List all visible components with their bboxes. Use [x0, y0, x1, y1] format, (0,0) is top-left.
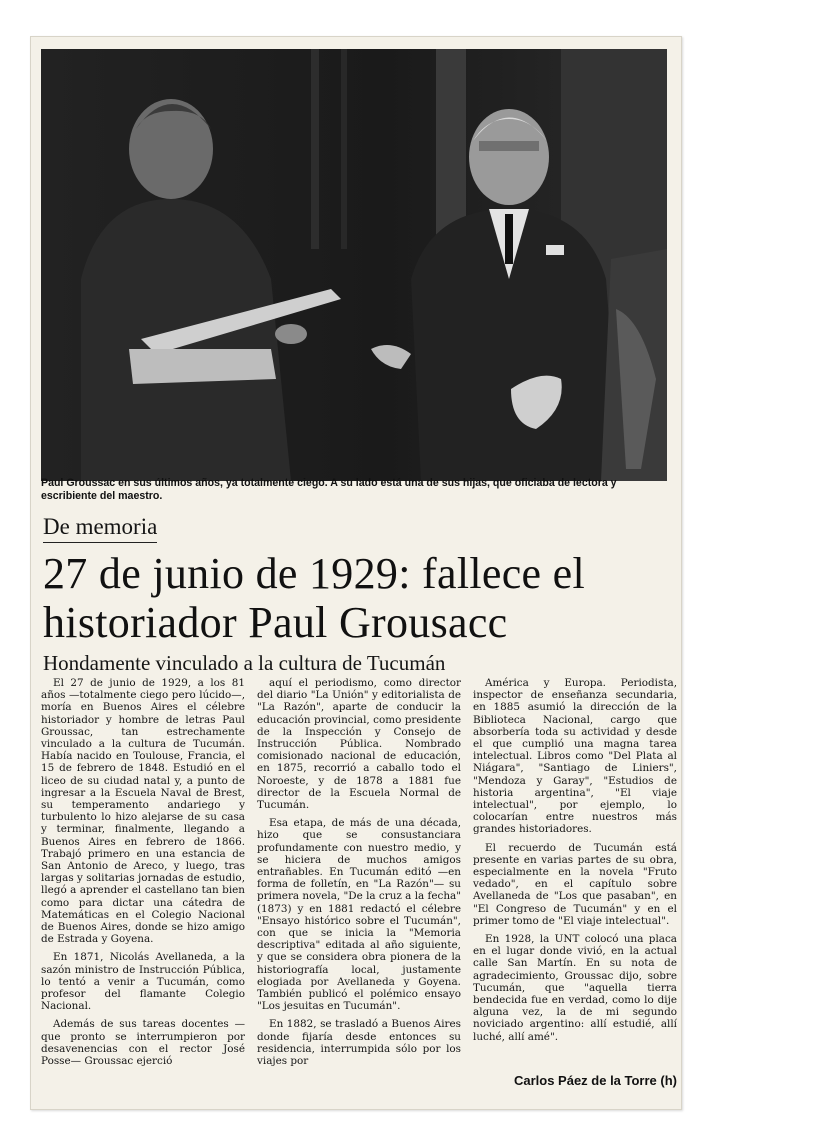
- paragraph: aquí el periodismo, como director del diario "La Unión" y editorialista de "La Razón", aparte de conducir la educación provincial, como presidente de la Inspección y Consejo de Instrucción Pública. Nombrado comisionado nacional de educación, en 1875, recorrió a caballo todo el Noroeste, y de 1878 a 1881 fue director de la Escuela Normal de Tucumán.: [257, 677, 461, 812]
- photo-two-people-icon: [41, 49, 667, 481]
- author-byline: Carlos Páez de la Torre (h): [513, 1073, 677, 1088]
- paragraph: El recuerdo de Tucumán está presente en varias partes de su obra, especialmente en la novela "Fruto vedado", en el capítulo sobre Avellaneda de "Los que pasaban", en "El Congreso de Tucumán" y en el primer tomo de "El viaje intelectual".: [473, 841, 677, 927]
- newspaper-clipping: [30, 36, 682, 1110]
- headline: 27 de junio de 1929: fallece el historiador Paul Grousacc: [43, 549, 586, 647]
- paragraph: Esa etapa, de más de una década, hizo que se consustanciara profundamente con nuestro medio, y se hiciera de muchos amigos entrañables. En Tucumán editó —en forma de folletín, en "La Razón"— su primera novela, "De la cruz a la fecha" (1873) y en 1881 redactó el célebre "Ensayo histórico sobre el Tucumán", con que se inicia la "Memoria descriptiva" editada al año siguiente, y que se considera obra pionera de la historiografía local, justamente elogiada por Avellaneda y Goyena. También publicó el polémico ensayo "Los jesuitas en Tucumán".: [257, 817, 461, 1013]
- photo-caption: Paul Groussac en sus últimos años, ya totalmente ciego. A su lado está una de sus hijas, que oficiaba de lectora y escribiente del maestro.: [41, 477, 617, 502]
- paragraph: Además de sus tareas docentes —que pronto se interrumpieron por desavenencias con el rector José Posse— Groussac ejerció: [41, 1018, 245, 1068]
- paragraph: En 1871, Nicolás Avellaneda, a la sazón ministro de Instrucción Pública, lo tentó a venir a Tucumán, como profesor del flamante Colegio Nacional.: [41, 951, 245, 1013]
- paragraph: América y Europa. Periodista, inspector de enseñanza secundaria, en 1885 asumió la dirección de la Biblioteca Nacional, cargo que absorbería toda su actividad y desde el que cumplió una magna tarea intelectual. Libros como "Del Plata al Niágara", "Santiago de Liniers", "Mendoza y Garay", "Estudios de historia argentina", "El viaje intelectual", por ejemplo, lo colocarían entre nuestros más grandes historiadores.: [473, 677, 677, 836]
- section-label: De memoria: [43, 513, 157, 543]
- article-column-3: [473, 677, 677, 1049]
- article-column-2: [257, 677, 461, 1073]
- article-photo: [41, 49, 667, 481]
- paragraph: En 1928, la UNT colocó una placa en el lugar donde vivió, en la actual calle San Martín. En su nota de agradecimiento, Groussac dijo, sobre Tucumán, que "aquella tierra bendecida fue en verdad, como lo dije alguna vez, la de mi segundo noviciado argentino: allí estudié, allí luché, allí amé".: [473, 933, 677, 1043]
- paragraph: El 27 de junio de 1929, a los 81 años —totalmente ciego pero lúcido—, moría en Buenos Aires el célebre historiador y hombre de letras Paul Groussac, tan estrechamente vinculado a la cultura de Tucumán. Había nacido en Toulouse, Francia, el 15 de febrero de 1848. Estudió en el liceo de su ciudad natal y, a punto de ingresar a la Escuela Naval de Brest, su temperamento andariego y turbulento lo hizo alejarse de su casa y terminar, finalmente, llegando a Buenos Aires en febrero de 1866. Trabajó primero en una estancia de San Antonio de Areco, y luego, tras largas y solitarias jornadas de estudio, llegó a aprender el castellano tan bien como para dictar una cátedra de Matemáticas en el Colegio Nacional de Buenos Aires, donde se hizo amigo de Estrada y Goyena.: [41, 677, 245, 946]
- subheadline: Hondamente vinculado a la cultura de Tucumán: [43, 651, 446, 675]
- article-column-1: [41, 677, 245, 1073]
- paragraph: En 1882, se trasladó a Buenos Aires donde fijaría desde entonces su residencia, interrumpida sólo por los viajes por: [257, 1018, 461, 1068]
